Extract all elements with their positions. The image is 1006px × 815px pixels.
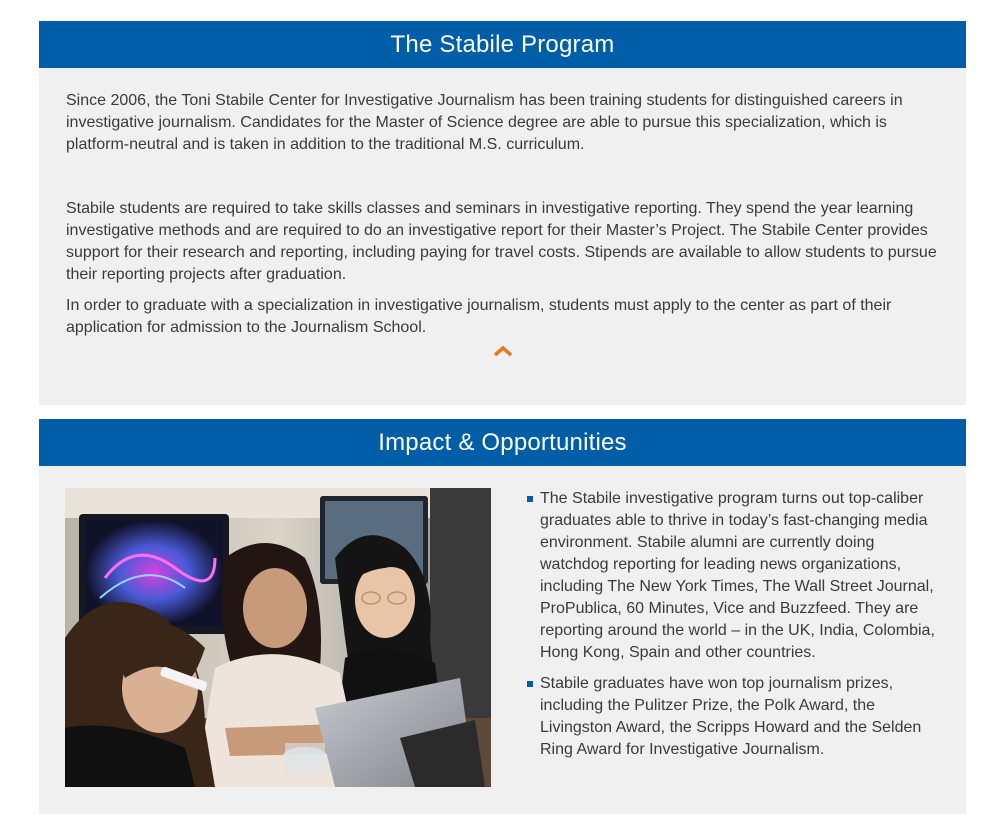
- list-item: [527, 488, 947, 664]
- impact-bullet-list: [527, 488, 947, 770]
- stabile-program-body: [39, 68, 966, 405]
- students-working-on-laptops-photo: [65, 488, 491, 787]
- square-bullet-icon: [527, 496, 533, 502]
- program-paragraph-2: Stabile students are required to take skills classes and seminars in investigative reporting. They spend the year learning investigative methods and are required to do an investigative report for their Master’s Project. The Stabile Center provides support for their research and reporting, including paying for travel costs. Stipends are available to allow students to pursue their reporting projects after graduation.: [66, 200, 937, 283]
- list-item: [527, 673, 947, 761]
- bullet-text: Stabile graduates have won top journalism prizes, including the Pulitzer Prize, the Polk Award, the Livingston Award, the Scripps Howard and the Selden Ring Award for Investigative Journalism.: [540, 675, 922, 758]
- program-paragraph-3: In order to graduate with a specialization in investigative journalism, students must apply to the center as part of their application for admission to the Journalism School.: [66, 297, 892, 336]
- impact-opportunities-section: [39, 419, 966, 814]
- bullet-text: The Stabile investigative program turns out top-caliber graduates able to thrive in today’s fast-changing media environment. Stabile alumni are currently doing watchdog reporting for leading news organizations, including The New York Times, The Wall Street Journal, ProPublica, 60 Minutes, Vice and Buzzfeed. They are reporting around the world – in the UK, India, Colombia, Hong Kong, Spain and other countries.: [540, 490, 935, 661]
- chevron-up-icon: [492, 344, 514, 358]
- program-paragraph-1: Since 2006, the Toni Stabile Center for Investigative Journalism has been training students for distinguished careers in investigative journalism. Candidates for the Master of Science degree are able to pursue this specialization, which is platform-neutral and is taken in addition to the traditional M.S. curriculum.: [66, 92, 903, 153]
- impact-opportunities-heading: Impact & Opportunities: [39, 419, 966, 466]
- stabile-program-heading: The Stabile Program: [39, 21, 966, 68]
- square-bullet-icon: [527, 681, 533, 687]
- stabile-program-section: [39, 21, 966, 405]
- collapse-toggle-button[interactable]: [492, 344, 514, 358]
- impact-opportunities-body: [39, 466, 966, 814]
